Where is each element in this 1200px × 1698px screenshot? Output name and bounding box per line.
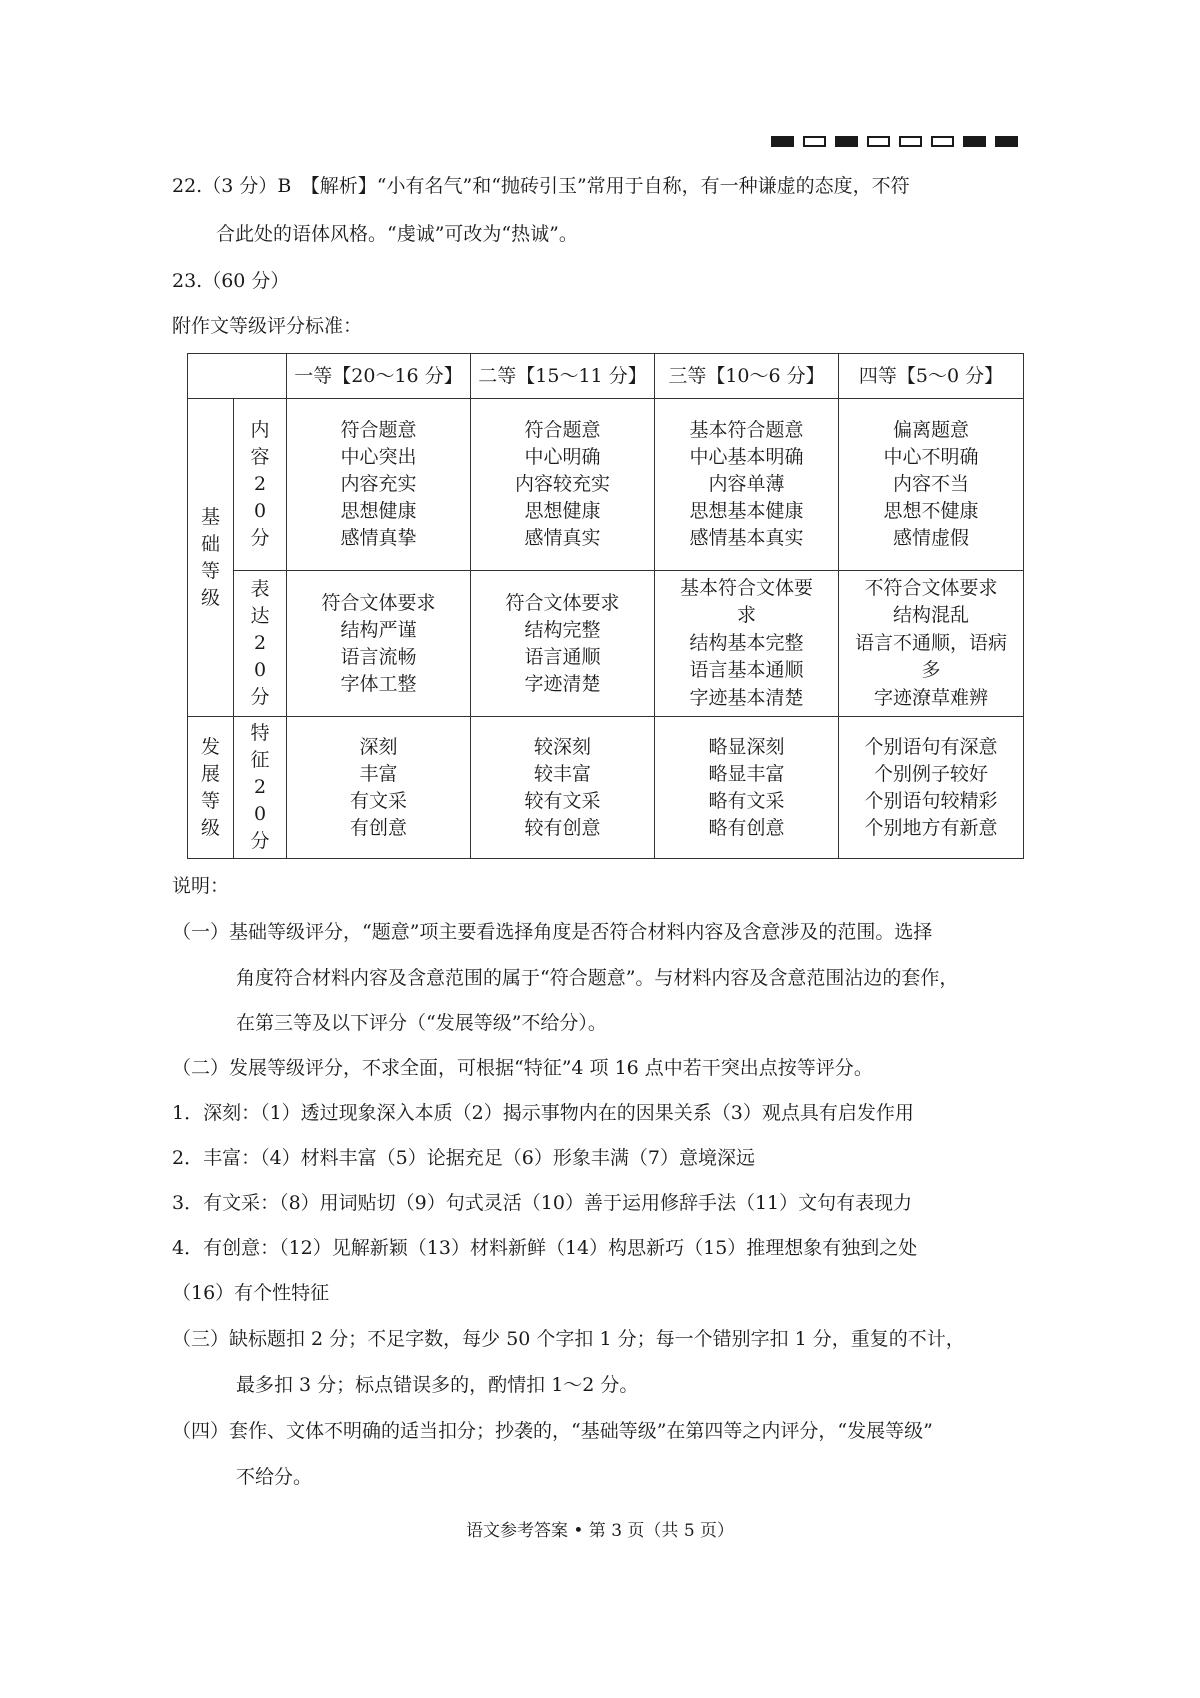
- content-grade-3: [655, 399, 839, 571]
- header-grade-1: 一等【20～16 分】: [287, 354, 471, 399]
- cell-line: 较有文采: [524, 789, 601, 812]
- note-item-2: 2．丰富：（4）材料丰富（5）论据充足（6）形象丰满（7）意境深远: [172, 1147, 755, 1169]
- cell-line: 字体工整: [340, 672, 417, 695]
- cell-line: 内容单薄: [708, 473, 785, 495]
- cell-line: 结构基本完整: [689, 631, 804, 654]
- expression-grade-4: [839, 571, 1024, 717]
- cell-line: 感情虚假: [892, 527, 969, 549]
- note-1-line1: （一）基础等级评分，“题意”项主要看选择角度是否符合材料内容及含意涉及的范围。选择: [172, 921, 933, 943]
- cell-line: 略显丰富: [708, 762, 785, 785]
- cell-line: 语言不通顺，语病: [854, 631, 1007, 654]
- page-marker-strip: [771, 136, 1018, 147]
- cell-line: 中心基本明确: [689, 446, 804, 468]
- table-row-expression: [188, 571, 1024, 717]
- content-label-cell: [234, 399, 287, 571]
- cell-line: 较丰富: [533, 762, 591, 785]
- note-3-line2: 最多扣 3 分；标点错误多的，酌情扣 1～2 分。: [236, 1374, 639, 1396]
- cell-line: 个别例子较好: [873, 762, 988, 785]
- filled-square-icon: [995, 136, 1018, 147]
- cell-line: 较有创意: [524, 816, 601, 839]
- content-label: 内容20分: [250, 419, 270, 549]
- feature-grade-3: [655, 717, 839, 859]
- note-item-4: 4．有创意：（12）见解新颖（13）材料新鲜（14）构思新巧（15）推理想象有独到之处: [172, 1237, 918, 1259]
- cell-line: 深刻: [359, 735, 398, 758]
- note-item-4-cont: （16）有个性特征: [172, 1282, 330, 1304]
- cell-line: 符合文体要求: [321, 591, 436, 614]
- header-grade-4: 四等【5～0 分】: [839, 354, 1024, 399]
- content-grade-1: [287, 399, 471, 571]
- note-4-line1: （四）套作、文体不明确的适当扣分；抄袭的，“基础等级”在第四等之内评分，“发展等级”: [172, 1420, 933, 1442]
- cell-line: 有创意: [349, 816, 407, 839]
- filled-square-icon: [771, 136, 794, 147]
- cell-line: 符合题意: [340, 419, 417, 441]
- cell-line: 偏离题意: [892, 419, 969, 441]
- cell-line: 中心不明确: [883, 446, 979, 468]
- cell-line: 略显深刻: [708, 735, 785, 758]
- cell-line: 语言基本通顺: [689, 659, 804, 682]
- cell-line: 略有文采: [708, 789, 785, 812]
- feature-grade-2: [471, 717, 655, 859]
- cell-line: 不符合文体要求: [864, 576, 998, 599]
- cell-line: 结构完整: [524, 618, 601, 641]
- cell-line: 个别语句有深意: [864, 735, 998, 758]
- cell-line: 内容不当: [892, 473, 969, 495]
- notes-title: 说明：: [172, 875, 230, 897]
- empty-square-icon: [803, 136, 826, 147]
- cell-line: 个别地方有新意: [864, 816, 998, 839]
- note-1-line3: 在第三等及以下评分（“发展等级”不给分）。: [236, 1012, 607, 1034]
- feature-grade-4: [839, 717, 1024, 859]
- cell-line: 多: [921, 659, 941, 682]
- cell-line: 思想基本健康: [689, 500, 804, 522]
- q23-title: 23.（60 分）: [172, 270, 290, 292]
- empty-square-icon: [931, 136, 954, 147]
- basic-level-cell: [188, 399, 234, 717]
- dev-level-label: 发展等级: [200, 735, 220, 839]
- q23-subtitle: 附作文等级评分标准：: [172, 315, 363, 337]
- dev-level-cell: [188, 717, 234, 859]
- cell-line: 中心突出: [340, 446, 417, 468]
- content-grade-4: [839, 399, 1024, 571]
- cell-line: 略有创意: [708, 816, 785, 839]
- expression-grade-2: [471, 571, 655, 717]
- cell-line: 思想不健康: [883, 500, 979, 522]
- q22-line2: 合此处的语体风格。“虔诚”可改为“热诚”。: [216, 223, 578, 245]
- empty-square-icon: [867, 136, 890, 147]
- cell-line: 字迹清楚: [524, 672, 601, 695]
- cell-line: 结构严谨: [340, 618, 417, 641]
- feature-label-cell: [234, 717, 287, 859]
- cell-line: 求: [736, 604, 756, 627]
- cell-line: 有文采: [349, 789, 407, 812]
- cell-line: 符合题意: [524, 419, 601, 441]
- empty-square-icon: [899, 136, 922, 147]
- cell-line: 内容充实: [340, 473, 417, 495]
- cell-line: 基本符合文体要: [679, 576, 813, 599]
- cell-line: 感情真挚: [340, 527, 417, 549]
- cell-line: 语言流畅: [340, 645, 417, 668]
- note-item-3: 3．有文采：（8）用词贴切（9）句式灵活（10）善于运用修辞手法（11）文句有表现力: [172, 1192, 913, 1214]
- expression-grade-1: [287, 571, 471, 717]
- cell-line: 感情真实: [524, 527, 601, 549]
- cell-line: 较深刻: [533, 735, 591, 758]
- note-2: （二）发展等级评分，不求全面，可根据“特征”4 项 16 点中若干突出点按等评分。: [172, 1057, 873, 1079]
- grading-table: [187, 353, 1024, 859]
- table-row-features: [188, 717, 1024, 859]
- expression-grade-3: [655, 571, 839, 717]
- corner-cell: [188, 354, 287, 399]
- filled-square-icon: [835, 136, 858, 147]
- page-footer: 语文参考答案 • 第 3 页（共 5 页）: [465, 1521, 735, 1541]
- cell-line: 字迹潦草难辨: [873, 686, 988, 709]
- note-3-line1: （三）缺标题扣 2 分；不足字数，每少 50 个字扣 1 分；每一个错别字扣 1 分，重复的不计，: [172, 1328, 965, 1350]
- cell-line: 感情基本真实: [689, 527, 804, 549]
- note-1-line2: 角度符合材料内容及含意范围的属于“符合题意”。与材料内容及含意范围沾边的套作，: [236, 967, 959, 989]
- header-grade-3: 三等【10～6 分】: [655, 354, 839, 399]
- cell-line: 内容较充实: [514, 473, 610, 495]
- feature-grade-1: [287, 717, 471, 859]
- cell-line: 丰富: [359, 762, 398, 785]
- table-row-content: [188, 399, 1024, 571]
- content-grade-2: [471, 399, 655, 571]
- expression-label: 表达20分: [250, 578, 270, 708]
- cell-line: 基本符合题意: [689, 419, 804, 441]
- note-4-line2: 不给分。: [236, 1466, 313, 1488]
- cell-line: 语言通顺: [524, 645, 601, 668]
- cell-line: 结构混乱: [892, 604, 969, 627]
- expression-label-cell: [234, 571, 287, 717]
- table-header-row: [188, 354, 1024, 399]
- feature-label: 特征20分: [250, 722, 270, 852]
- basic-level-label: 基础等级: [200, 505, 220, 609]
- cell-line: 字迹基本清楚: [689, 686, 804, 709]
- cell-line: 中心明确: [524, 446, 601, 468]
- filled-square-icon: [963, 136, 986, 147]
- cell-line: 个别语句较精彩: [864, 789, 998, 812]
- cell-line: 思想健康: [340, 500, 417, 522]
- q22-line1: 22.（3 分）B 【解析】“小有名气”和“抛砖引玉”常用于自称，有一种谦虚的态度，不符: [172, 175, 910, 197]
- cell-line: 思想健康: [524, 500, 601, 522]
- cell-line: 符合文体要求: [505, 591, 620, 614]
- note-item-1: 1．深刻：（1）透过现象深入本质（2）揭示事物内在的因果关系（3）观点具有启发作用: [172, 1102, 914, 1124]
- header-grade-2: 二等【15～11 分】: [471, 354, 655, 399]
